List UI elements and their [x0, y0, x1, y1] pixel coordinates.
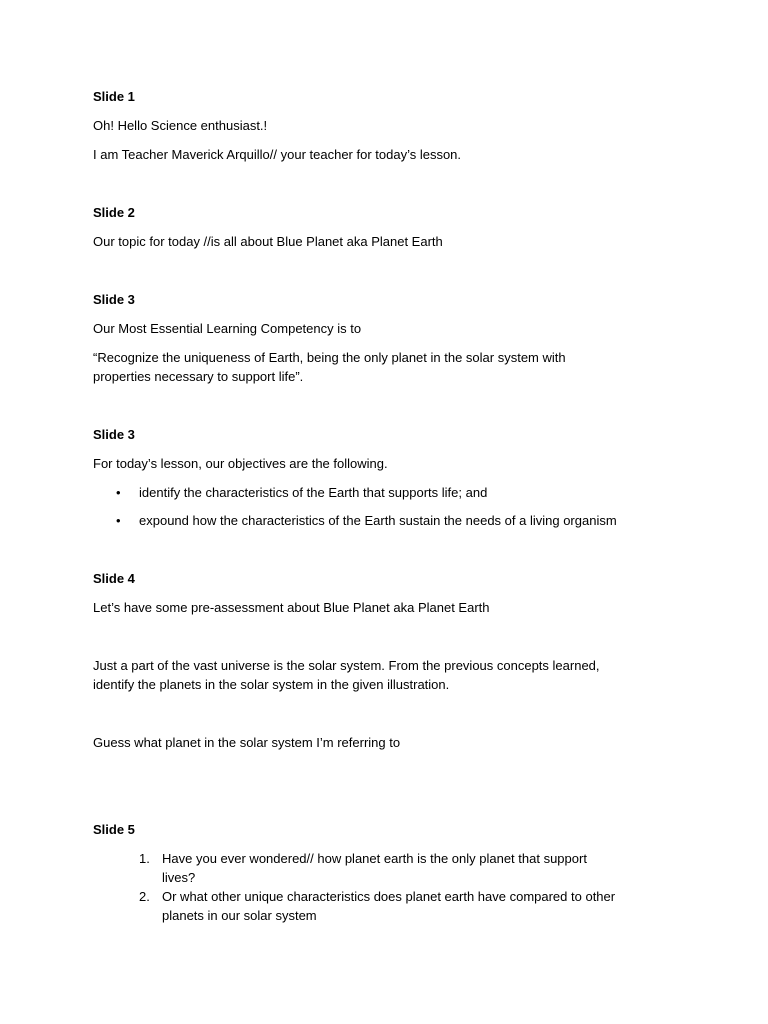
- slide-4-guess-prompt: Guess what planet in the solar system I’m referring to: [93, 735, 401, 750]
- slide-4-heading: Slide 4: [93, 571, 135, 586]
- bullet-marker: •: [116, 513, 121, 528]
- question-line-2: lives?: [162, 870, 196, 885]
- slide-3-competency-intro: Our Most Essential Learning Competency is to: [93, 321, 362, 336]
- list-number: 1.: [139, 851, 150, 866]
- slide-3-objectives-heading: Slide 3: [93, 427, 135, 442]
- slide-2-heading: Slide 2: [93, 205, 135, 220]
- slide-1-greeting: Oh! Hello Science enthusiast.!: [93, 118, 268, 133]
- slide-4-pre-assessment: Let’s have some pre-assessment about Blue Planet aka Planet Earth: [93, 600, 490, 615]
- slide-1-heading: Slide 1: [93, 89, 135, 104]
- slide-3-competency-quote-line-2: properties necessary to support life”.: [93, 369, 304, 384]
- slide-1-introduction: I am Teacher Maverick Arquillo// your teacher for today’s lesson.: [93, 147, 462, 162]
- bullet-marker: •: [116, 485, 121, 500]
- question-line-1: Have you ever wondered// how planet earth is the only planet that support: [162, 851, 587, 866]
- slide-3-heading: Slide 3: [93, 292, 135, 307]
- objective-item: expound how the characteristics of the Earth sustain the needs of a living organism: [139, 513, 617, 528]
- question-line-1: Or what other unique characteristics does planet earth have compared to other: [162, 889, 616, 904]
- objective-item: identify the characteristics of the Earth that supports life; and: [139, 485, 488, 500]
- list-number: 2.: [139, 889, 150, 904]
- question-line-2: planets in our solar system: [162, 908, 317, 923]
- slide-3-objectives-intro: For today’s lesson, our objectives are the following.: [93, 456, 388, 471]
- slide-3-competency-quote-line-1: “Recognize the uniqueness of Earth, being the only planet in the solar system with: [93, 350, 566, 365]
- slide-4-paragraph-line-1: Just a part of the vast universe is the solar system. From the previous concepts learned,: [93, 658, 600, 673]
- slide-5-heading: Slide 5: [93, 822, 135, 837]
- slide-4-paragraph-line-2: identify the planets in the solar system in the given illustration.: [93, 677, 450, 692]
- slide-2-topic: Our topic for today //is all about Blue Planet aka Planet Earth: [93, 234, 443, 249]
